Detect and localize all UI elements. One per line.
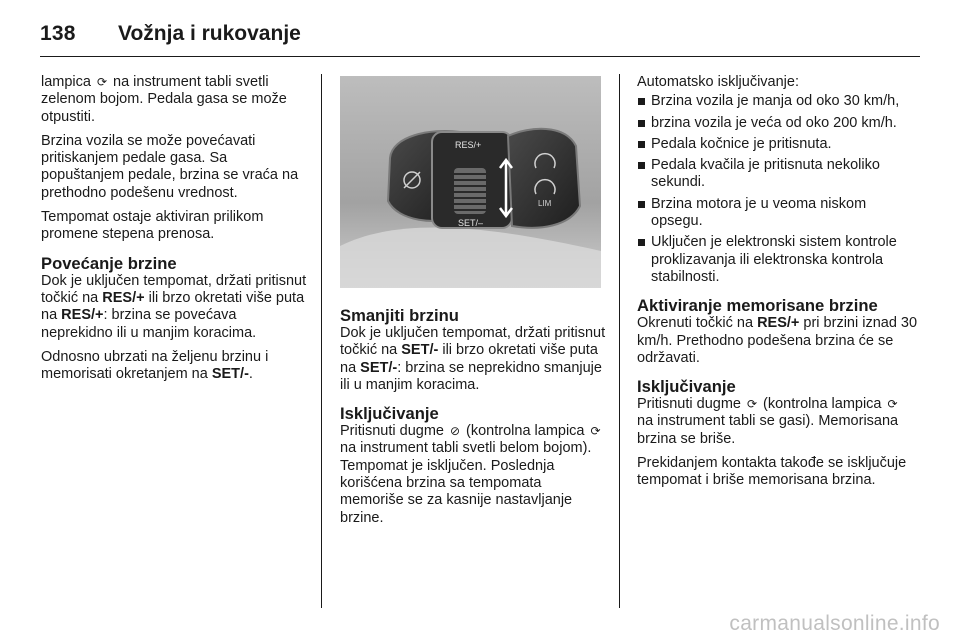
paragraph: Pritisnuti dugme ⟳ (kontrolna lampica ⟳ na instrument tabli se gasi). Memorisana brzina se briše. <box>637 396 899 447</box>
cruise-control-lamp-icon: ⟳ <box>746 397 758 412</box>
paragraph: Okrenuti točkić na RES/+ pri brzini iznad 30 km/h. Prethodno podešena brzina će se održavati. <box>637 315 918 366</box>
bullet-list <box>637 93 919 286</box>
res-label: RES/+ <box>455 140 482 150</box>
cruise-control-lamp-icon: ⟳ <box>887 397 898 412</box>
cruise-control-lamp-icon: ⟳ <box>96 75 108 89</box>
paragraph: Tempomat ostaje aktiviran prilikom promene stepena prenosa. <box>41 209 264 243</box>
list-item: brzina vozila je veća od oko 200 km/h. <box>637 115 919 132</box>
column-divider <box>321 74 322 608</box>
page-title: Vožnja i rukovanje <box>118 22 301 45</box>
heading-decelerate: Smanjiti brzinu <box>340 306 459 325</box>
heading-deactivation: Isključivanje <box>637 377 736 397</box>
paragraph: lampica ⟳ na instrument tabli svetli zelenom bojom. Pedala gasa se može otpustiti. <box>41 74 287 125</box>
paragraph: Dok je uključen tempomat, držati pritisnut točkić na RES/+ ili brzo okretati više puta na RES/+: brzina se povećava neprekidno ili u manjim koracima. <box>41 272 307 341</box>
list-item: Uključen je elektronski sistem kontrole proklizavanja ili elektronska kontrola stabilnosti. <box>637 234 919 286</box>
page-header <box>40 12 920 57</box>
set-label: SET/– <box>458 218 484 228</box>
lim-label: LIM <box>538 199 552 208</box>
paragraph: Prekidanjem kontakta takođe se isključuje tempomat i briše memorisana brzina. <box>637 455 907 489</box>
list-item: Pedala kvačila je pritisnuta nekoliko sekundi. <box>637 157 919 192</box>
column-left <box>41 74 309 390</box>
steering-wheel-controls-photo <box>340 76 601 288</box>
steering-wheel-controls-illustration <box>340 76 601 288</box>
paragraph: Odnosno ubrzati na željenu brzinu i memorisati okretanjem na SET/-. <box>41 348 269 383</box>
heading-resume: Aktiviranje memorisane brzine <box>637 296 878 316</box>
paragraph: Dok je uključen tempomat, držati pritisnut točkić na SET/- ili brzo okretati više puta na SET/-: brzina se neprekidno smanjuje ili u manjim koracima. <box>340 325 606 393</box>
column-divider <box>619 74 620 608</box>
paragraph: Brzina vozila se može povećavati pritiskanjem pedale gasa. Sa popuštanjem pedale, brzina se vraća na prethodno podešenu vrednost. <box>41 132 299 201</box>
paragraph: Pritisnuti dugme ⊘ (kontrolna lampica ⟳ na instrument tabli svetli belom bojom). Tempomat je isključen. Poslednja korišćena brzina sa tempomata memoriše se za kasnije nastavljanje brzine. <box>340 423 601 526</box>
heading-accelerate: Povećanje brzine <box>41 253 177 273</box>
column-right <box>637 74 919 497</box>
cruise-cancel-icon: ⊘ <box>449 424 461 439</box>
list-item: Brzina vozila je manja od oko 30 km/h, <box>637 93 919 110</box>
list-item: Pedala kočnice je pritisnuta. <box>637 136 919 153</box>
watermark: carmanualsonline.info <box>729 612 940 635</box>
heading-deactivation: Isključivanje <box>340 404 439 424</box>
list-item: Brzina motora je u veoma niskom opsegu. <box>637 196 919 231</box>
page-number: 138 <box>40 22 76 45</box>
column-middle <box>340 306 606 534</box>
paragraph: Automatsko isključivanje: <box>637 74 799 90</box>
cruise-control-lamp-icon: ⟳ <box>590 424 601 439</box>
